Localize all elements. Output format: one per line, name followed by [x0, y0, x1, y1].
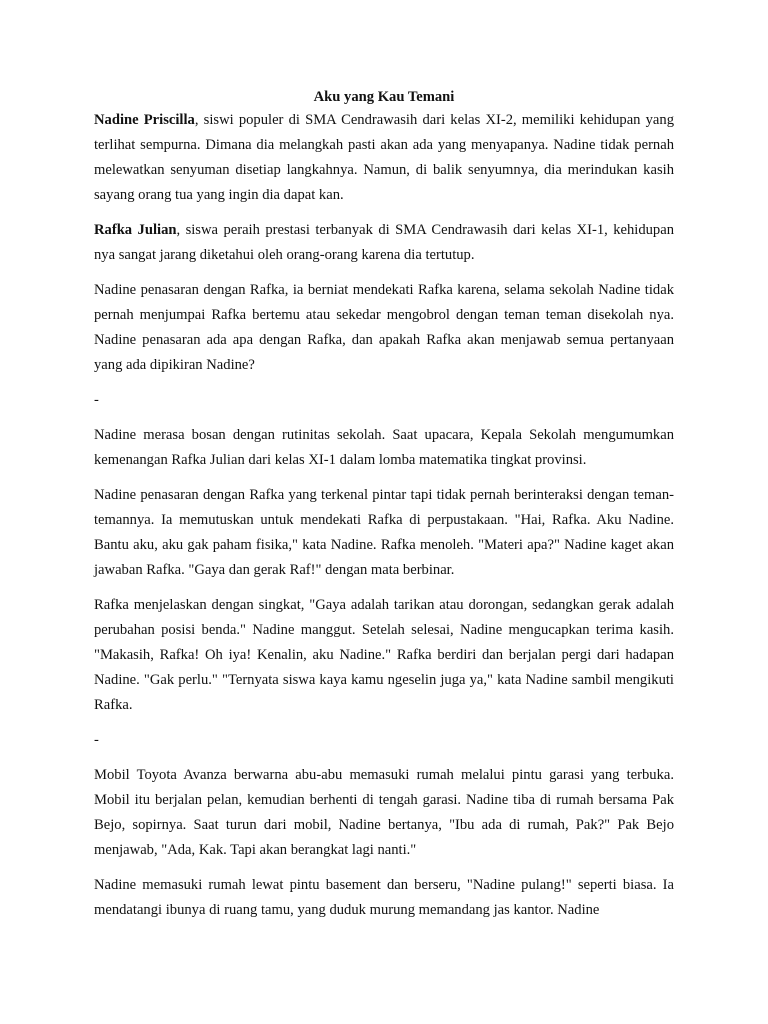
- paragraph-3: [94, 278, 674, 378]
- document-title: Aku yang Kau Temani: [313, 89, 455, 105]
- paragraph-text: , siswi populer di SMA Cendrawasih dari kelas XI-2, memiliki kehidupan yang terlihat sempurna. Dimana dia melangkah pasti akan ada yang menyapanya. Nadine tidak pernah melewatkan senyuman disetiap langkahnya. Namun, di balik senyumnya, dia merindukan kasih sayang orang tua yang ingin dia dapat kan.: [94, 112, 674, 203]
- paragraph-text: Nadine penasaran dengan Rafka, ia berniat mendekati Rafka karena, selama sekolah Nadine tidak pernah menjumpai Rafka bertemu atau sekedar mengobrol dengan teman teman disekolah nya. Nadine penasaran ada apa dengan Rafka, dan apakah Rafka akan menjawab semua pertanyaan yang ada dipikiran Nadine?: [94, 282, 674, 373]
- document-body: [94, 86, 674, 933]
- paragraph-4: [94, 423, 674, 473]
- paragraph-1: [94, 108, 674, 208]
- paragraph-text: Mobil Toyota Avanza berwarna abu-abu memasuki rumah melalui pintu garasi yang terbuka. Mobil itu berjalan pelan, kemudian berhenti di tengah garasi. Nadine tiba di rumah bersama Pak Bejo, sopirnya. Saat turun dari mobil, Nadine bertanya, "Ibu ada di rumah, Pak?" Pak Bejo menjawab, "Ada, Kak. Tapi akan berangkat lagi nanti.": [94, 767, 674, 858]
- paragraph-text: Nadine memasuki rumah lewat pintu basement dan berseru, "Nadine pulang!" seperti biasa. Ia mendatangi ibunya di ruang tamu, yang duduk murung memandang jas kantor. Nadine: [94, 877, 674, 918]
- separator-text: -: [94, 392, 99, 408]
- section-separator: [94, 388, 674, 413]
- paragraph-text: Nadine penasaran dengan Rafka yang terkenal pintar tapi tidak pernah berinteraksi dengan teman-temannya. Ia memutuskan untuk mendekati Rafka di perpustakaan. "Hai, Rafka. Aku Nadine. Bantu aku, aku gak paham fisika," kata Nadine. Rafka menoleh. "Materi apa?" Nadine kaget akan jawaban Rafka. "Gaya dan gerak Raf!" dengan mata berbinar.: [94, 487, 674, 578]
- paragraph-text: Nadine merasa bosan dengan rutinitas sekolah. Saat upacara, Kepala Sekolah mengumumkan kemenangan Rafka Julian dari kelas XI-1 dalam lomba matematika tingkat provinsi.: [94, 427, 674, 468]
- section-separator: [94, 728, 674, 753]
- paragraph-lead: Nadine Priscilla: [94, 112, 195, 128]
- paragraph-text: , siswa peraih prestasi terbanyak di SMA Cendrawasih dari kelas XI-1, kehidupan nya sangat jarang diketahui oleh orang-orang karena dia tertutup.: [94, 222, 674, 263]
- paragraph-8: [94, 873, 674, 923]
- paragraph-text: Rafka menjelaskan dengan singkat, "Gaya adalah tarikan atau dorongan, sedangkan gerak adalah perubahan posisi benda." Nadine manggut. Setelah selesai, Nadine mengucapkan terima kasih. "Makasih, Rafka! Oh iya! Kenalin, aku Nadine." Rafka berdiri dan berjalan pergi dari hadapan Nadine. "Gak perlu." "Ternyata siswa kaya kamu ngeselin juga ya," kata Nadine sambil mengikuti Rafka.: [94, 597, 674, 713]
- separator-text: -: [94, 732, 99, 748]
- paragraph-6: [94, 593, 674, 718]
- paragraph-7: [94, 763, 674, 863]
- paragraph-lead: Rafka Julian: [94, 222, 177, 238]
- paragraph-2: [94, 218, 674, 268]
- paragraph-5: [94, 483, 674, 583]
